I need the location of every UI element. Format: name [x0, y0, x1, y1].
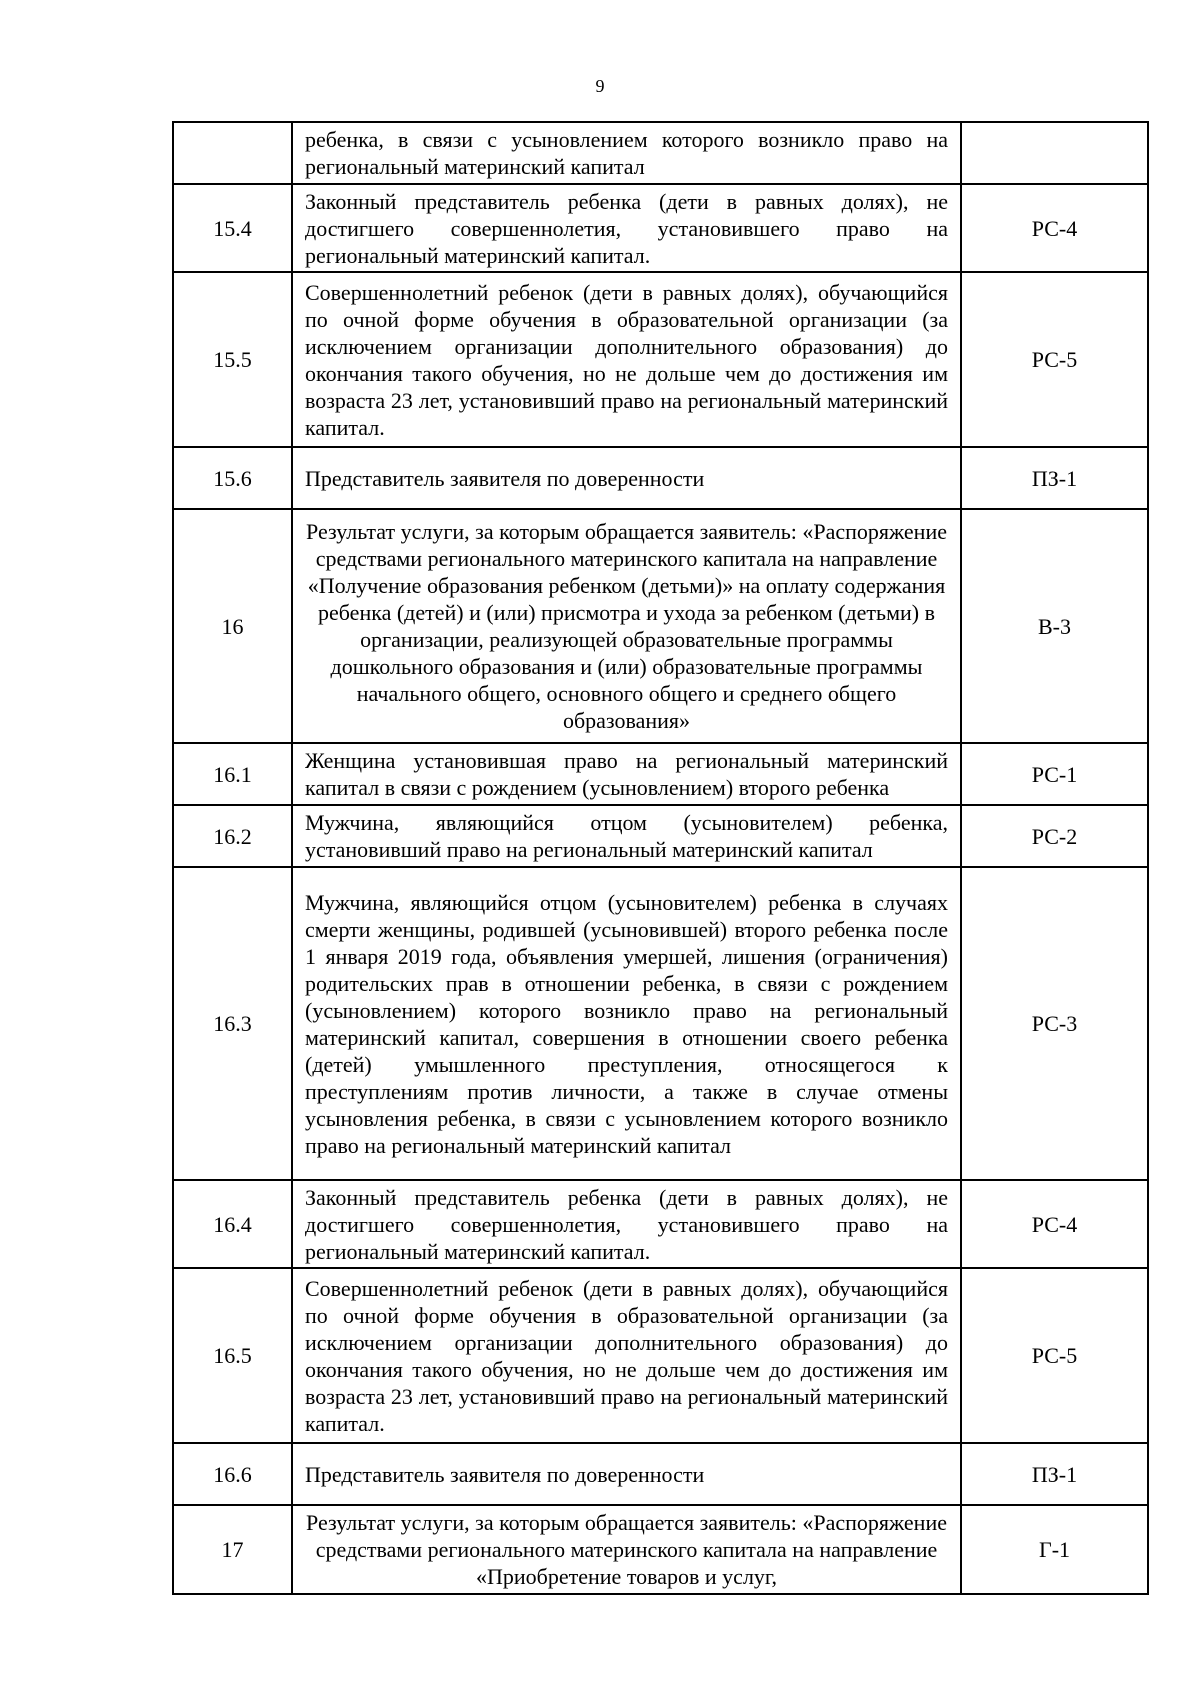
row-code: ПЗ-1	[961, 447, 1148, 509]
row-description: Результат услуги, за которым обращается заявитель: «Распоряжение средствами регионального материнского капитала на направление «Получение образования ребенком (детьми)» на оплату содержания ребенка (детей) и (или) присмотра и ухода за ребенком (детьми) в организации, реализующей образовательные программы дошкольного образования и (или) образовательные программы начального общего, основного общего и среднего общего образования»	[292, 509, 961, 743]
table-row	[173, 1268, 1148, 1443]
row-code: РС-2	[961, 805, 1148, 867]
table-row	[173, 805, 1148, 867]
row-number: 16.6	[173, 1443, 292, 1505]
table-row	[173, 184, 1148, 272]
row-description: Мужчина, являющийся отцом (усыновителем) ребенка, установивший право на региональный материнский капитал	[292, 805, 961, 867]
table-row	[173, 509, 1148, 743]
row-code: РС-5	[961, 272, 1148, 447]
row-number: 15.5	[173, 272, 292, 447]
page-number: 9	[595, 76, 605, 96]
row-code: РС-3	[961, 867, 1148, 1180]
row-description: Результат услуги, за которым обращается заявитель: «Распоряжение средствами регионального материнского капитала на направление «Приобретение товаров и услуг,	[292, 1505, 961, 1594]
row-number: 16.1	[173, 743, 292, 805]
table-row	[173, 272, 1148, 447]
table-row	[173, 1180, 1148, 1268]
row-description: ребенка, в связи с усыновлением которого возникло право на региональный материнский капитал	[292, 122, 961, 184]
row-description: Женщина установившая право на региональный материнский капитал в связи с рождением (усыновлением) второго ребенка	[292, 743, 961, 805]
row-code: РС-1	[961, 743, 1148, 805]
row-description: Совершеннолетний ребенок (дети в равных долях), обучающийся по очной форме обучения в образовательной организации (за исключением организации дополнительного образования) до окончания такого обучения, но не дольше чем до достижения им возраста 23 лет, установивший право на региональный материнский капитал.	[292, 1268, 961, 1443]
row-description: Законный представитель ребенка (дети в равных долях), не достигшего совершеннолетия, установившего право на региональный материнский капитал.	[292, 184, 961, 272]
row-number: 17	[173, 1505, 292, 1594]
table-row	[173, 122, 1148, 184]
table-row	[173, 447, 1148, 509]
table-row	[173, 743, 1148, 805]
row-number: 16.5	[173, 1268, 292, 1443]
row-number: 16.2	[173, 805, 292, 867]
applicant-categories-table	[172, 121, 1149, 1595]
table-row	[173, 867, 1148, 1180]
row-code	[961, 122, 1148, 184]
row-number	[173, 122, 292, 184]
row-number: 16.4	[173, 1180, 292, 1268]
row-description: Совершеннолетний ребенок (дети в равных долях), обучающийся по очной форме обучения в образовательной организации (за исключением организации дополнительного образования) до окончания такого обучения, но не дольше чем до достижения им возраста 23 лет, установивший право на региональный материнский капитал.	[292, 272, 961, 447]
row-code: РС-5	[961, 1268, 1148, 1443]
row-code: ПЗ-1	[961, 1443, 1148, 1505]
row-number: 16	[173, 509, 292, 743]
row-code: РС-4	[961, 184, 1148, 272]
row-number: 15.4	[173, 184, 292, 272]
row-description: Мужчина, являющийся отцом (усыновителем) ребенка в случаях смерти женщины, родившей (усыновившей) второго ребенка после 1 января 2019 года, объявления умершей, лишения (ограничения) родительских прав в отношении ребенка, в связи с рождением (усыновлением) которого возникло право на региональный материнский капитал, совершения в отношении своего ребенка (детей) умышленного преступления, относящегося к преступлениям против личности, а также в случае отмены усыновления ребенка, в связи с усыновлением которого возникло право на региональный материнский капитал	[292, 867, 961, 1180]
row-code: РС-4	[961, 1180, 1148, 1268]
row-description: Представитель заявителя по доверенности	[292, 447, 961, 509]
row-description: Законный представитель ребенка (дети в равных долях), не достигшего совершеннолетия, установившего право на региональный материнский капитал.	[292, 1180, 961, 1268]
row-code: В-3	[961, 509, 1148, 743]
row-number: 15.6	[173, 447, 292, 509]
row-code: Г-1	[961, 1505, 1148, 1594]
row-number: 16.3	[173, 867, 292, 1180]
table-row	[173, 1443, 1148, 1505]
row-description: Представитель заявителя по доверенности	[292, 1443, 961, 1505]
table-row	[173, 1505, 1148, 1594]
